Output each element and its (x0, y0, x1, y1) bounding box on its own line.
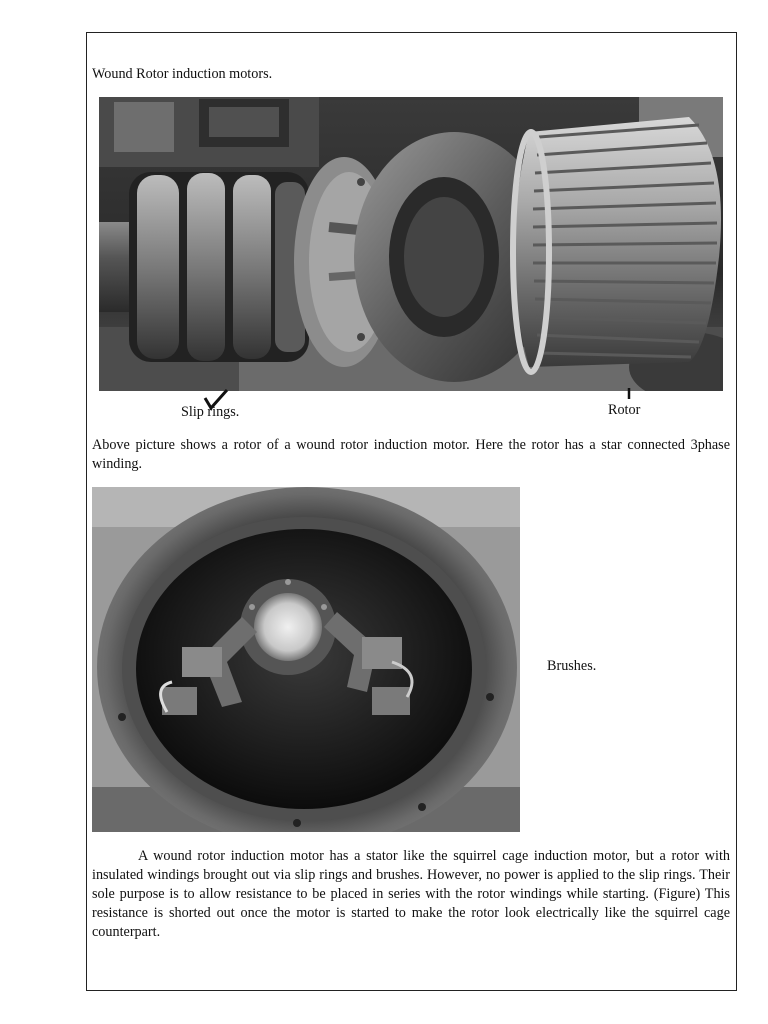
rotor-caption: Rotor (608, 402, 641, 418)
rotor-description-paragraph: Above picture shows a rotor of a wound rotor induction motor. Here the rotor has a star connected 3phase winding. (92, 437, 730, 472)
rotor-photo (99, 97, 723, 391)
rotor-pointer-icon (626, 388, 632, 400)
brushes-caption: Brushes. (547, 658, 597, 674)
document-heading: Wound Rotor induction motors. (92, 66, 273, 82)
stator-brushes-photo (92, 487, 520, 832)
wound-rotor-explanation-paragraph: A wound rotor induction motor has a stator like the squirrel cage induction motor, but a rotor with insulated windings brought out via slip rings and brushes. However, no power is applied to the slip rings. Their sole purpose is to allow resistance to be placed in series with the rotor windings while starting. (Figure) This resistance is shorted out once the motor is started to make the rotor look electrically like the squirrel cage counterpart. (92, 848, 730, 940)
slip-rings-caption: Slip rings. (181, 404, 240, 420)
